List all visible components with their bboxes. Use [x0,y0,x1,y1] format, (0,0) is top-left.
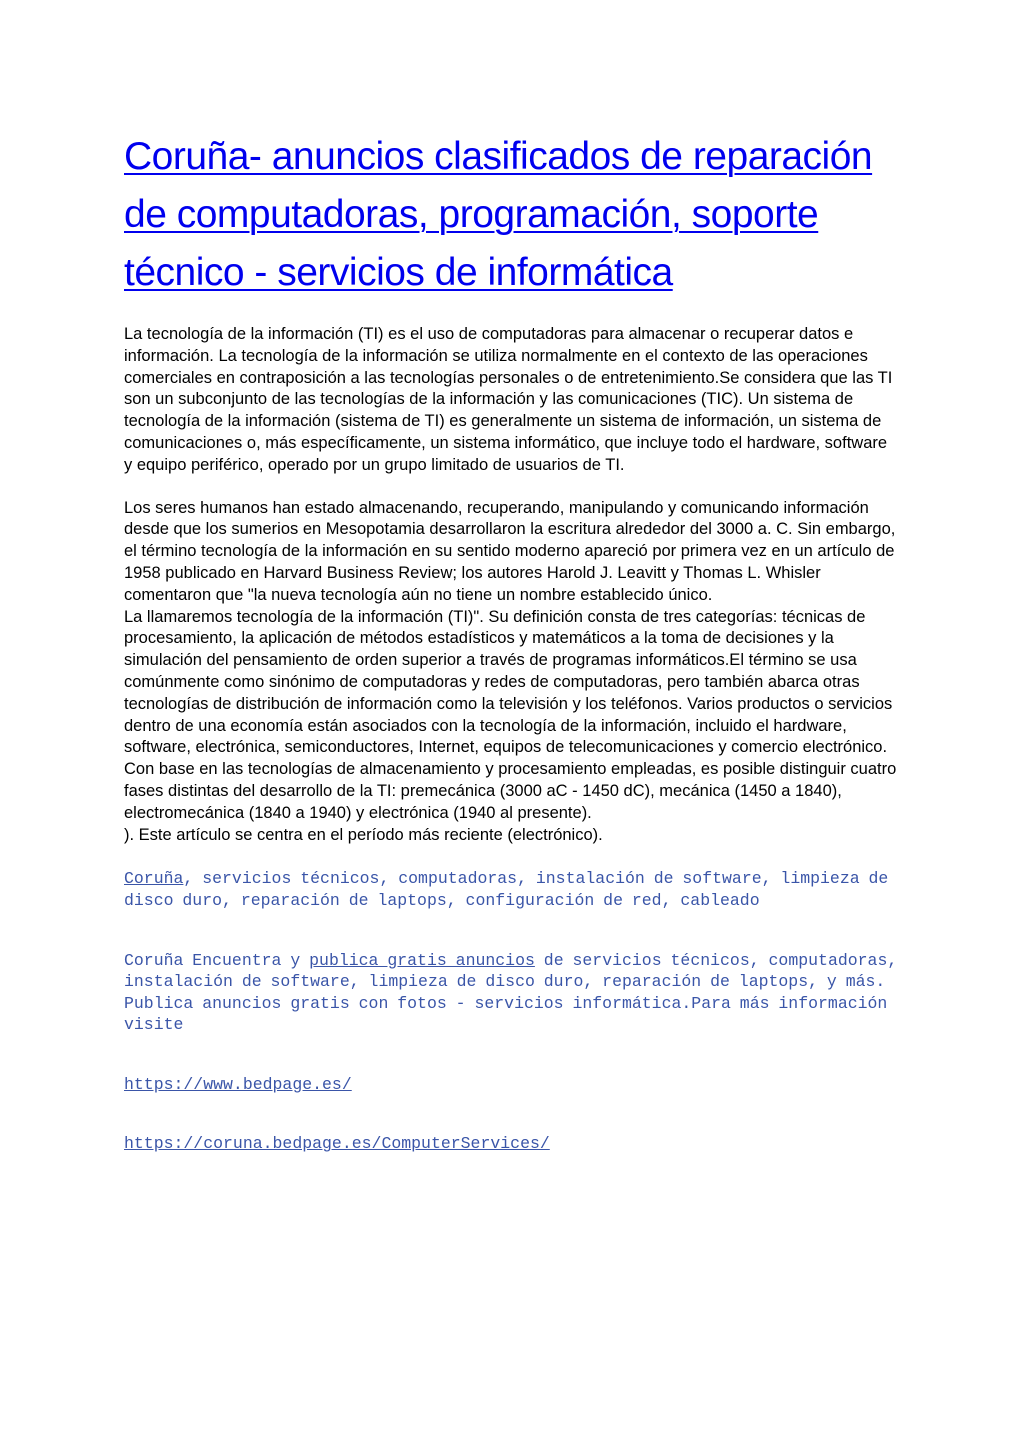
url-bedpage-home [124,1074,899,1096]
url-computer-services [124,1133,899,1155]
title-link[interactable]: Coruña- anuncios clasificados de reparación de computadoras, programación, soporte técnico - servicios de informática [124,135,873,294]
publish-ads-link[interactable]: publica gratis anuncios [309,950,535,970]
promo-text-start: Coruña Encuentra y [124,950,310,970]
paragraph-history-part3: Con base en las tecnologías de almacenamiento y procesamiento empleadas, es posible distinguir cuatro fases distintas del desarrollo de la TI: premecánica (3000 aC - 1450 dC), mecánica (1450 a 1840), electromecánica (1840 a 1940) y electrónica (1940 al presente). [124,760,897,822]
paragraph-it-definition: La tecnología de la información (TI) es el uso de computadoras para almacenar o recuperar datos e información. La tecnología de la información se utiliza normalmente en el contexto de las operaciones comerciales en contraposición a las tecnologías personales o de entretenimiento.Se considera que las TI son un subconjunto de las tecnologías de la información y las comunicaciones (TIC). Un sistema de tecnología de la información (sistema de TI) es generalmente un sistema de información, un sistema de comunicaciones o, más específicamente, un sistema informático, que incluye todo el hardware, software y equipo periférico, operado por un grupo limitado de usuarios de TI. [124,325,893,474]
tags-text: , servicios técnicos, computadoras, instalación de software, limpieza de disco duro, reparación de laptops, configuración de red, cableado [124,869,889,910]
computer-services-link[interactable]: https://coruna.bedpage.es/ComputerServices/ [124,1134,550,1154]
paragraph-history-part1: Los seres humanos han estado almacenando, recuperando, manipulando y comunicando información desde que los sumerios en Mesopotamia desarrollaron la escritura alrededor del 3000 a. C. Sin embargo, el término tecnología de la información en su sentido moderno apareció por primera vez en un artículo de 1958 publicado en Harvard Business Review; los autores Harold J. Leavitt y Thomas L. Whisler comentaron que "la nueva tecnología aún no tiene un nombre establecido único. [124,498,896,604]
keyword-tags [124,868,899,911]
promo-paragraph [124,950,899,1036]
document-page [124,128,899,1155]
paragraph-it-history [124,498,899,847]
paragraph-history-part4: ). Este artículo se centra en el período más reciente (electrónico). [124,825,603,844]
bedpage-home-link[interactable]: https://www.bedpage.es/ [124,1074,352,1094]
promo-text-rest: de servicios técnicos, computadoras, instalación de software, limpieza de disco duro, reparación de laptops, y más. Publica anuncios gratis con fotos - servicios informática.Para más información visite [124,950,898,1035]
page-title [124,128,899,302]
paragraph-history-part2: La llamaremos tecnología de la información (TI)". Su definición consta de tres categorías: técnicas de procesamiento, la aplicación de métodos estadísticos y matemáticos a la toma de decisiones y la simulación del pensamiento de orden superior a través de programas informáticos.El término se usa comúnmente como sinónimo de computadoras y redes de computadoras, pero también abarca otras tecnologías de distribución de información como la televisión y los teléfonos. Varios productos o servicios dentro de una economía están asociados con la tecnología de la información, incluido el hardware, software, electrónica, semiconductores, Internet, equipos de telecomunicaciones y comercio electrónico. [124,607,893,757]
coruna-link[interactable]: Coruña [124,869,184,889]
